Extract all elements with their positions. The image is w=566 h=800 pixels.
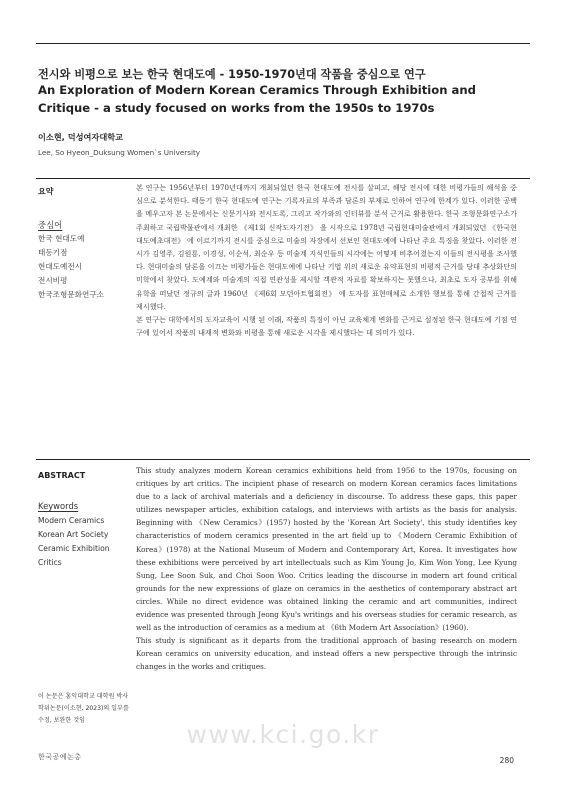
title-english: An Exploration of Modern Korean Ceramics Through Exhibition and Critique - a study focused on works from the 1950s to 1970s — [38, 83, 476, 115]
korean-section-rule — [36, 178, 530, 179]
korean-abstract-body — [136, 181, 517, 339]
english-keywords-list — [38, 514, 110, 570]
footnote: 이 논문은 홍익대학교 대학원 박사학위논문(이소현, 2023)의 일부를 수정, 보완한 것임 — [38, 693, 129, 724]
korean-keywords-title: 중심어 — [38, 220, 63, 230]
keyword-item: Modern Ceramics — [38, 516, 105, 525]
watermark: www.kci.go.kr — [186, 720, 380, 749]
english-section-rule — [36, 459, 530, 460]
journal-logo: 한국공예논총 — [38, 753, 82, 761]
english-abstract-body — [136, 464, 517, 674]
english-abstract-paragraph: This study analyzes modern Korean ceramics exhibitions held from 1956 to the 1970s, focusing on critiques by art critics. The incipient phase of research on modern Korean ceramics faces limitations due to a lack of archival materials and a deficiency in discourse. To address these gaps, this paper utilizes newspaper articles, exhibition catalogs, and interviews with artists as the basis for analysis. Beginning with 《New Ceramics》(1957) hosted by the 'Korean Art Society', this study identifies key characteristics of modern ceramics presented in the art field up to 《Modern Ceramic Exhibition of Korea》(1978) at the National Museum of Modern and Contemporary Art, Korea. It investigates how these exhibitions were perceived by art intellectuals such as Kim Young Jo, Kim Won Yong, Lee Kyung Sung, Lee Soon Suk, and Choi Soon Woo. Critics leading the discourse in modern art found critical grounds for the new expressions of glaze on ceramics in the aesthetics of contemporary abstract art circles. While no direct evidence was obtained linking the ceramic and art communities, indirect evidence was presented through Jeong Kyu's writings and his overseas studies for ceramic research, as well as the introduction of ceramics as a medium at 《6th Modern Art Association》(1960). — [136, 466, 517, 633]
english-abstract-paragraph: This study is significant as it departs from the traditional approach of basing research on modern Korean ceramics on university education, and instead offers a new perspective through the intrinsic changes in the works and critiques. — [136, 636, 517, 672]
korean-abstract-paragraph: 본 연구는 대학에서의 도자교육이 시행 된 이래, 작품의 특징이 아닌 교육체계 변화를 근거로 설정된 한국 현대도예 기점 연구에 있어서 작품의 내재적 변화와 비평을 통해 새로운 시각을 제시했다는 데 의미가 있다. — [136, 315, 517, 338]
page-number: 280 — [499, 756, 514, 765]
author-english: Lee, So Hyeon_Duksung Women`s University — [38, 148, 201, 157]
keyword-item: 전시비평 — [38, 276, 68, 285]
korean-abstract-paragraph: 본 연구는 1956년부터 1970년대까지 개최되었던 한국 현대도예 전시를 살피고, 해당 전시에 대한 비평가들의 해석을 중심으로 분석한다. 태동기 한국 현대도예 연구는 기록자료의 부족과 담론의 부재로 인하여 연구에 한계가 있다. 이러한 공백을 메우고자 본 논문에서는 신문기사와 전시도록, 그리고 작가와의 인터뷰를 분석 근거로 활용한다. 한국 조형문화연구소가 주최하고 국립박물관에서 개최한 《제1회 신작도자기전》 을 시작으로 1978년 국립현대미술관에서 개최되었던 《한국현대도예초대전》 에 이르기까지 전시를 중심으로 미술의 자장에서 선보인 현대도예에 나타난 주요 특징을 찾았다. 이러한 전시가 김영주, 김원룡, 이경성, 이순석, 최순우 등 미술계 지식인들의 시각에는 어떻게 비추어졌는지 이들의 전시평을 조사했다. 현대미술의 담론을 이끄는 비평가들은 현대도예에 나타난 기법 위의 새로운 유약표현의 비평적 근거를 당대 추상화단의 미학에서 찾았다. 도예계와 미술계의 직접 연관성을 제시할 객관적 자료를 확보하지는 못했으나, 최초로 도자 공부를 위해 유학을 떠났던 정규의 글과 1960년 《제6회 모던아트협회전》 에 도자를 표현매체로 소개한 행보를 통해 간접적 근거를 제시했다. — [136, 183, 517, 311]
keyword-item: 현대도예전시 — [38, 262, 83, 271]
keyword-item: Ceramic Exhibition — [38, 544, 110, 553]
keyword-item: 한국 현대도예 — [38, 234, 85, 243]
top-rule — [36, 43, 530, 44]
keyword-item: 한국조형문화연구소 — [38, 290, 105, 299]
keyword-item: 태동기점 — [38, 248, 68, 257]
title-korean: 전시와 비평으로 보는 한국 현대도예 - 1950-1970년대 작품을 중심으로 연구 — [38, 68, 426, 81]
author-korean: 이소현, 덕성여자대학교 — [38, 132, 124, 142]
korean-abstract-heading: 요약 — [38, 187, 54, 196]
english-keywords-title: Keywords — [38, 501, 79, 511]
keyword-item: Korean Art Society — [38, 530, 109, 539]
korean-keywords-list — [38, 232, 104, 302]
english-abstract-heading: ABSTRACT — [38, 471, 86, 480]
keyword-item: Critics — [38, 558, 62, 567]
